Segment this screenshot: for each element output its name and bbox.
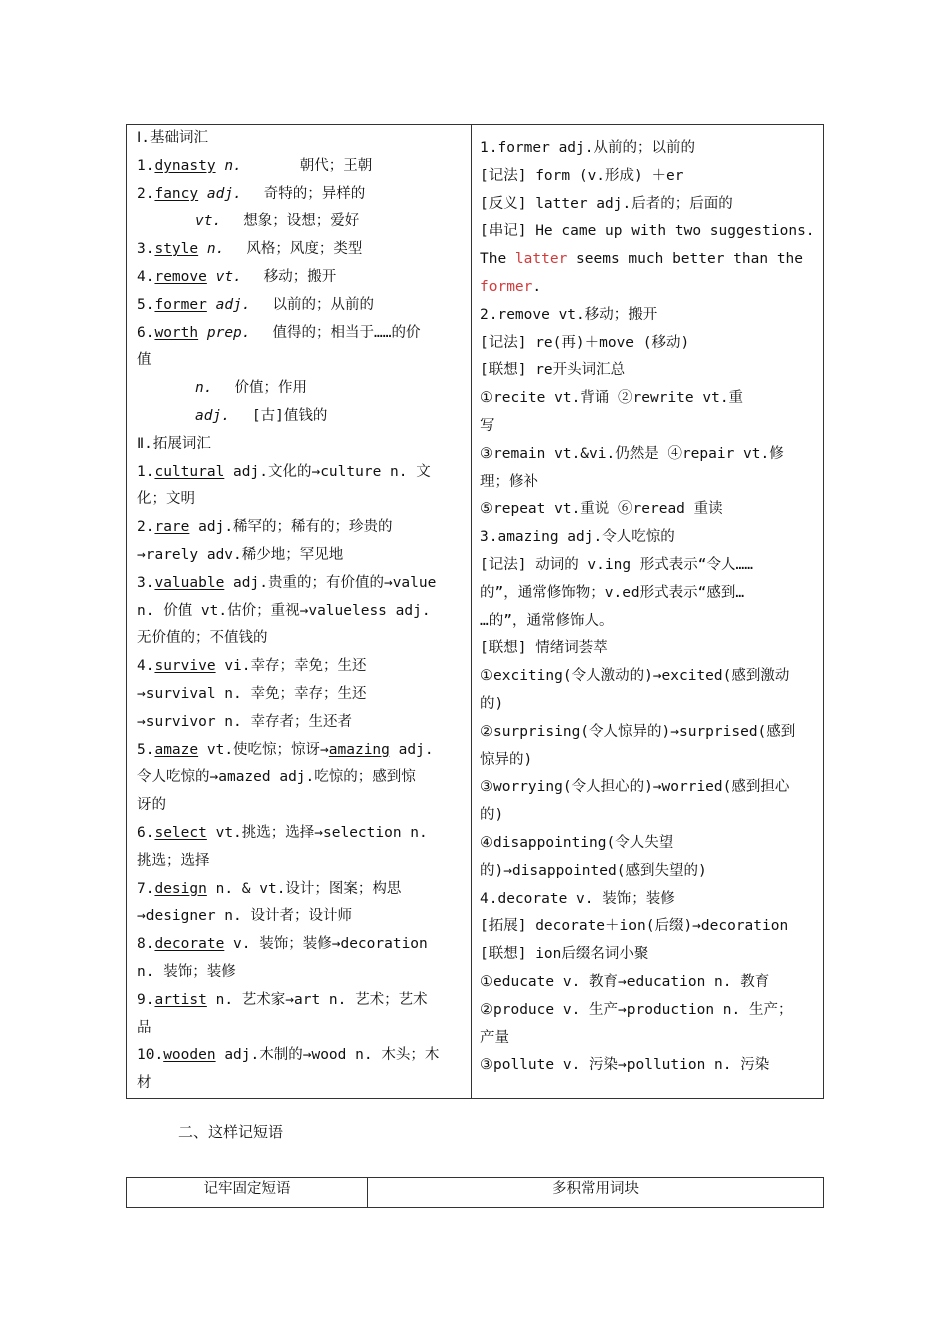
basic-vocab-row: [137, 264, 463, 292]
meaning: 风格；风度；类型: [246, 241, 363, 258]
note-line: [反义] latter adj.后者的；后面的: [480, 195, 733, 212]
basic-vocab-row: [137, 347, 463, 375]
part-of-speech: n.: [195, 380, 213, 397]
note-line: …的”，通常修饰人。: [480, 612, 614, 629]
word-family: adj.: [398, 741, 434, 758]
word-family-continued: 品: [137, 1019, 152, 1036]
example-text: The: [480, 251, 515, 268]
part-of-speech: vt.: [215, 268, 242, 285]
vocab-word: cultural: [154, 463, 225, 480]
extended-vocab-row: [137, 903, 463, 931]
note-line: 的”，通常修饰物；v.ed形式表示“感到…: [480, 584, 745, 601]
note-line: 产量: [480, 1029, 509, 1046]
entry-number: 3.: [137, 241, 155, 258]
phrases-table: [126, 1177, 824, 1208]
entry-number: 9.: [137, 991, 155, 1008]
basic-vocab-row: [137, 208, 463, 236]
word-family-continued: →survivor n. 幸存者；生还者: [137, 713, 352, 730]
extended-vocab-row: [137, 764, 463, 792]
meaning-continued: 值: [137, 352, 152, 369]
extended-vocab-row: [137, 709, 463, 737]
note-line: [联想] re开头词汇总: [480, 362, 626, 379]
highlighted-word: latter: [514, 251, 568, 268]
example-text: .: [532, 278, 542, 295]
word-family: adj.文化的→culture n. 文: [233, 463, 431, 480]
note-line: ①educate v. 教育→education n. 教育: [480, 973, 770, 990]
meaning: 移动；搬开: [263, 268, 337, 285]
extended-vocab-row: [137, 987, 463, 1015]
note-line: ②surprising(令人惊异的)→surprised(感到: [480, 723, 796, 740]
note-line: [联想] ion后缀名词小聚: [480, 946, 649, 963]
example-text: seems much better than the: [567, 251, 804, 268]
note-line: ①recite vt.背诵 ②rewrite vt.重: [480, 390, 744, 407]
note-line: [拓展] decorate＋ion(后缀)→decoration: [480, 918, 789, 935]
note-line: 4.decorate v. 装饰；装修: [480, 890, 675, 907]
vocab-word: design: [154, 880, 207, 897]
basic-vocab-row: [137, 181, 463, 209]
word-family-continued: 令人吃惊的→amazed adj.吃惊的；感到惊: [137, 769, 416, 786]
entry-number: 8.: [137, 936, 155, 953]
part-of-speech: adj.: [215, 296, 251, 313]
basic-vocab-row: [137, 236, 463, 264]
entry-number: 5.: [137, 296, 155, 313]
entry-number: 4.: [137, 658, 155, 675]
vocab-word: select: [154, 824, 207, 841]
extended-vocab-row: [137, 1070, 463, 1098]
word-family: vi.幸存；幸免；生还: [224, 658, 367, 675]
meaning: 价值；作用: [234, 380, 307, 397]
vocab-word: former: [154, 296, 207, 313]
vocabulary-list-column: [127, 125, 472, 1098]
note-line: ③remain vt.&vi.仍然是 ④repair vt.修: [480, 445, 784, 462]
word-family: adj.木制的→wood n. 木头；木: [224, 1047, 440, 1064]
extended-vocab-row: [137, 737, 463, 765]
meaning: 值得的；相当于……的价: [272, 324, 421, 341]
word-family-continued: 无价值的；不值钱的: [137, 630, 268, 647]
vocab-word: artist: [154, 991, 207, 1008]
basic-vocab-list: [137, 153, 463, 431]
vocab-word: rare: [154, 519, 190, 536]
vocab-word: amaze: [154, 741, 199, 758]
entry-number: 4.: [137, 268, 155, 285]
extended-vocab-row: [137, 681, 463, 709]
entry-number: 6.: [137, 324, 155, 341]
note-line: 惊异的): [480, 751, 533, 768]
basic-vocab-row: [137, 320, 463, 348]
part-of-speech: adj.: [206, 185, 242, 202]
part-of-speech: n.: [206, 241, 225, 258]
word-family-continued: n. 价值 vt.估价；重视→valueless adj.: [137, 602, 431, 619]
entry-number: 1.: [137, 157, 155, 174]
note-line: ②produce v. 生产→production n. 生产；: [480, 1001, 793, 1018]
entry-number: 6.: [137, 824, 155, 841]
word-family-continued: n. 装饰；装修: [137, 963, 236, 980]
highlighted-word: former: [480, 278, 533, 295]
note-line: [串记] He came up with two suggestions.: [480, 223, 815, 240]
extended-vocab-row: [137, 1015, 463, 1043]
vocab-word: decorate: [154, 936, 225, 953]
basic-vocab-row: [137, 153, 463, 181]
extended-vocab-row: [137, 820, 463, 848]
word-family: n. 艺术家→art n. 艺术；艺术: [215, 991, 428, 1008]
meaning: 想象；设想；爱好: [243, 213, 360, 230]
word-family: n. & vt.设计；图案；构思: [215, 880, 402, 897]
note-line: [480, 246, 815, 274]
entry-number: 2.: [137, 519, 155, 536]
extended-vocab-row: [137, 514, 463, 542]
extended-vocab-row: [137, 486, 463, 514]
basic-vocab-heading: Ⅰ.基础词汇: [137, 130, 209, 146]
word-family-continued: 挑选；选择: [137, 852, 210, 869]
entry-number: 2.: [137, 185, 155, 202]
extended-vocab-row: [137, 542, 463, 570]
basic-vocab-row: [137, 375, 463, 403]
extended-vocab-row: [137, 653, 463, 681]
vocab-word: style: [154, 241, 199, 258]
note-line: ①exciting(令人激动的)→excited(感到激动: [480, 668, 790, 685]
note-line: 理；修补: [480, 473, 538, 490]
extended-vocab-row: [137, 931, 463, 959]
basic-vocab-row: [137, 292, 463, 320]
extended-vocab-list: [137, 459, 463, 1098]
vocab-word: dynasty: [154, 157, 216, 174]
entry-number: 7.: [137, 880, 155, 897]
extended-vocab-row: [137, 459, 463, 487]
extended-vocab-row: [137, 959, 463, 987]
note-line: [记法] form (v.形成) ＋er: [480, 167, 684, 184]
entry-number: 10.: [137, 1047, 164, 1064]
note-line: 1.former adj.从前的；以前的: [480, 140, 695, 156]
word-family: adj.稀罕的；稀有的；珍贵的: [198, 519, 393, 536]
vocabulary-table: [126, 124, 824, 1099]
word-family: vt.使吃惊；惊讶→: [206, 741, 329, 758]
extended-vocab-row: [137, 792, 463, 820]
extended-vocab-row: [137, 625, 463, 653]
note-line: 的): [480, 695, 504, 712]
word-family-continued: 讶的: [137, 797, 166, 814]
extended-vocab-row: [137, 1042, 463, 1070]
word-family-continued: 材: [137, 1075, 152, 1092]
word-family: vt.挑选；选择→selection n.: [215, 824, 428, 841]
note-line: [记法] 动词的 v.ing 形式表示“令人……: [480, 556, 753, 573]
part-of-speech: adj.: [195, 407, 230, 424]
part-of-speech: vt.: [195, 213, 222, 230]
note-line: 的): [480, 807, 504, 824]
entry-number: 1.: [137, 463, 155, 480]
note-line: [联想] 情绪词荟萃: [480, 640, 608, 657]
part-of-speech: prep.: [206, 324, 251, 341]
phrases-table-header-chunks: 多积常用词块: [552, 1181, 639, 1197]
word-family-continued: →designer n. 设计者；设计师: [137, 908, 352, 925]
meaning: [古]值钱的: [251, 407, 328, 424]
meaning: 以前的；从前的: [272, 296, 375, 313]
word-notes-list: [480, 135, 815, 1080]
vocab-word: worth: [154, 324, 199, 341]
word-family-continued: →rarely adv.稀少地；罕见地: [137, 546, 344, 563]
extended-vocab-row: [137, 598, 463, 626]
note-line: [记法] re(再)＋move (移动): [480, 334, 690, 351]
extended-vocab-row: [137, 848, 463, 876]
note-line: ③pollute v. 污染→pollution n. 污染: [480, 1057, 770, 1074]
note-line: 写: [480, 417, 495, 434]
word-notes-column: [472, 125, 823, 1098]
phrases-table-header-fixed: 记牢固定短语: [127, 1178, 368, 1207]
meaning: 奇特的；异样的: [263, 185, 366, 202]
vocab-word: remove: [154, 268, 207, 285]
vocab-word: survive: [154, 658, 216, 675]
note-line: ⑤repeat vt.重说 ⑥reread 重读: [480, 501, 723, 518]
entry-number: 3.: [137, 574, 155, 591]
word-family: v. 装饰；装修→decoration: [233, 936, 428, 953]
extended-vocab-row: [137, 876, 463, 904]
section-heading-phrases: 二、这样记短语: [178, 1123, 284, 1141]
vocab-word: amazing: [328, 741, 390, 758]
note-line: 3.amazing adj.令人吃惊的: [480, 529, 675, 546]
vocab-word: valuable: [154, 574, 225, 591]
vocab-word: fancy: [154, 185, 199, 202]
note-line: 的)→disappointed(感到失望的): [480, 862, 707, 879]
extended-vocab-row: [137, 570, 463, 598]
extended-vocab-heading: Ⅱ.拓展词汇: [137, 435, 211, 452]
note-line: 2.remove vt.移动；搬开: [480, 306, 658, 323]
note-line: [480, 274, 815, 302]
word-family: adj.贵重的；有价值的→value: [233, 574, 437, 591]
entry-number: 5.: [137, 741, 155, 758]
meaning: 朝代；王朝: [299, 157, 373, 174]
vocab-word: wooden: [163, 1047, 216, 1064]
note-line: ④disappointing(令人失望: [480, 834, 674, 851]
word-family-continued: 化；文明: [137, 491, 195, 508]
word-family-continued: →survival n. 幸免；幸存；生还: [137, 685, 367, 702]
part-of-speech: n.: [224, 157, 242, 174]
basic-vocab-row: [137, 403, 463, 431]
note-line: ③worrying(令人担心的)→worried(感到担心: [480, 779, 790, 796]
